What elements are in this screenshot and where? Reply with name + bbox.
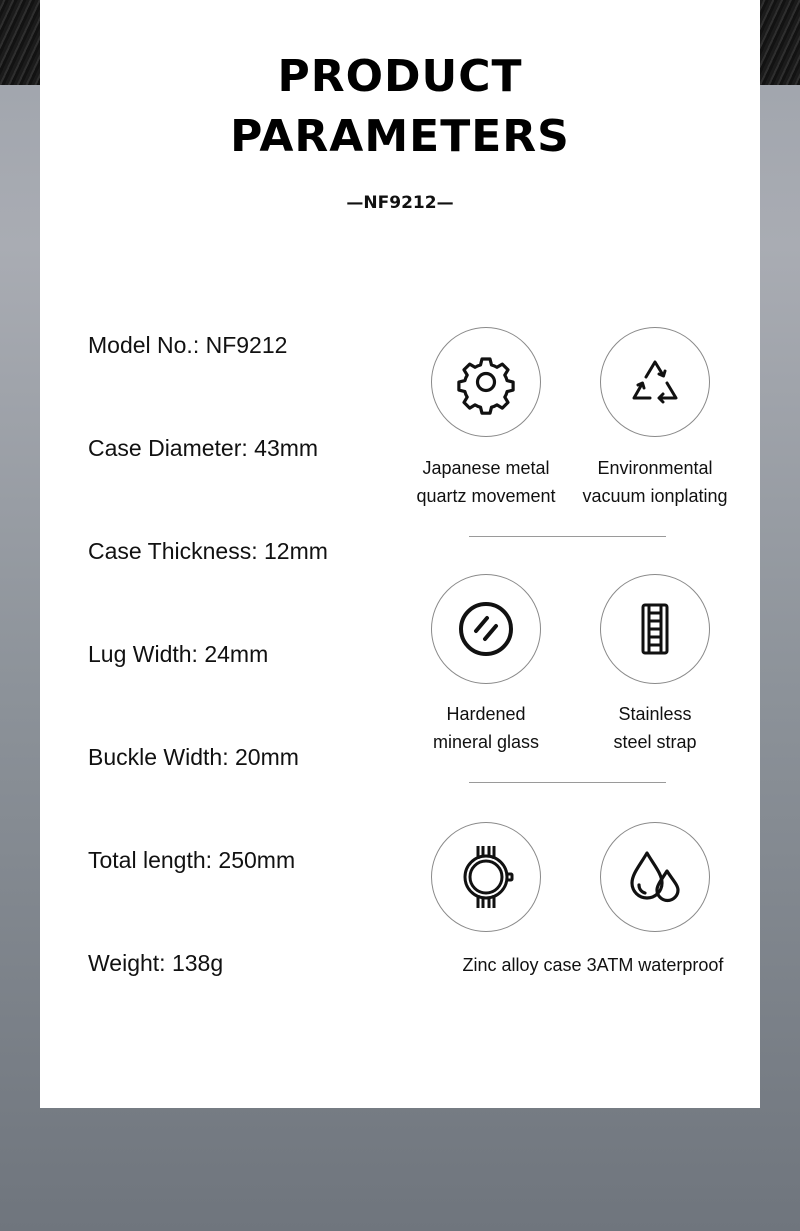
spec-total-length: Total length: 250mm	[88, 847, 296, 873]
page-title-line1: PRODUCT	[277, 51, 523, 102]
feature-caption-glass: Hardened mineral glass	[432, 704, 540, 752]
feature-caption-strap: Stainless steel strap	[613, 704, 697, 752]
model-tag: —NF9212—	[346, 193, 454, 213]
spec-model-number: Model No.: NF9212	[88, 332, 288, 358]
feature-movement	[431, 327, 541, 437]
gear-icon	[451, 347, 521, 417]
spec-buckle-width: Buckle Width: 20mm	[88, 744, 299, 770]
feature-ionplating	[600, 327, 710, 437]
spec-case-thickness: Case Thickness: 12mm	[88, 538, 328, 564]
feature-strap	[600, 574, 710, 684]
divider	[469, 782, 666, 783]
background-texture-left	[0, 0, 40, 85]
spec-lug-width: Lug Width: 24mm	[88, 641, 269, 667]
spec-case-diameter: Case Diameter: 43mm	[88, 435, 319, 461]
feature-caption-waterproof: 3ATM waterproof	[586, 955, 724, 975]
feature-case	[431, 822, 541, 932]
recycle-icon	[620, 347, 690, 417]
background-texture-right	[760, 0, 800, 85]
watch-case-icon	[451, 842, 521, 912]
parameters-card	[40, 0, 760, 1108]
divider	[469, 536, 666, 537]
spec-weight: Weight: 138g	[88, 950, 224, 976]
feature-glass	[431, 574, 541, 684]
feature-waterproof	[600, 822, 710, 932]
strap-icon	[620, 594, 690, 664]
feature-caption-ionplating: Environmental vacuum ionplating	[582, 458, 728, 506]
page-title-line2: PARAMETERS	[230, 111, 570, 162]
glass-icon	[451, 594, 521, 664]
feature-caption-movement: Japanese metal quartz movement	[416, 458, 556, 506]
water-drops-icon	[620, 842, 690, 912]
feature-caption-case: Zinc alloy case	[462, 955, 582, 975]
